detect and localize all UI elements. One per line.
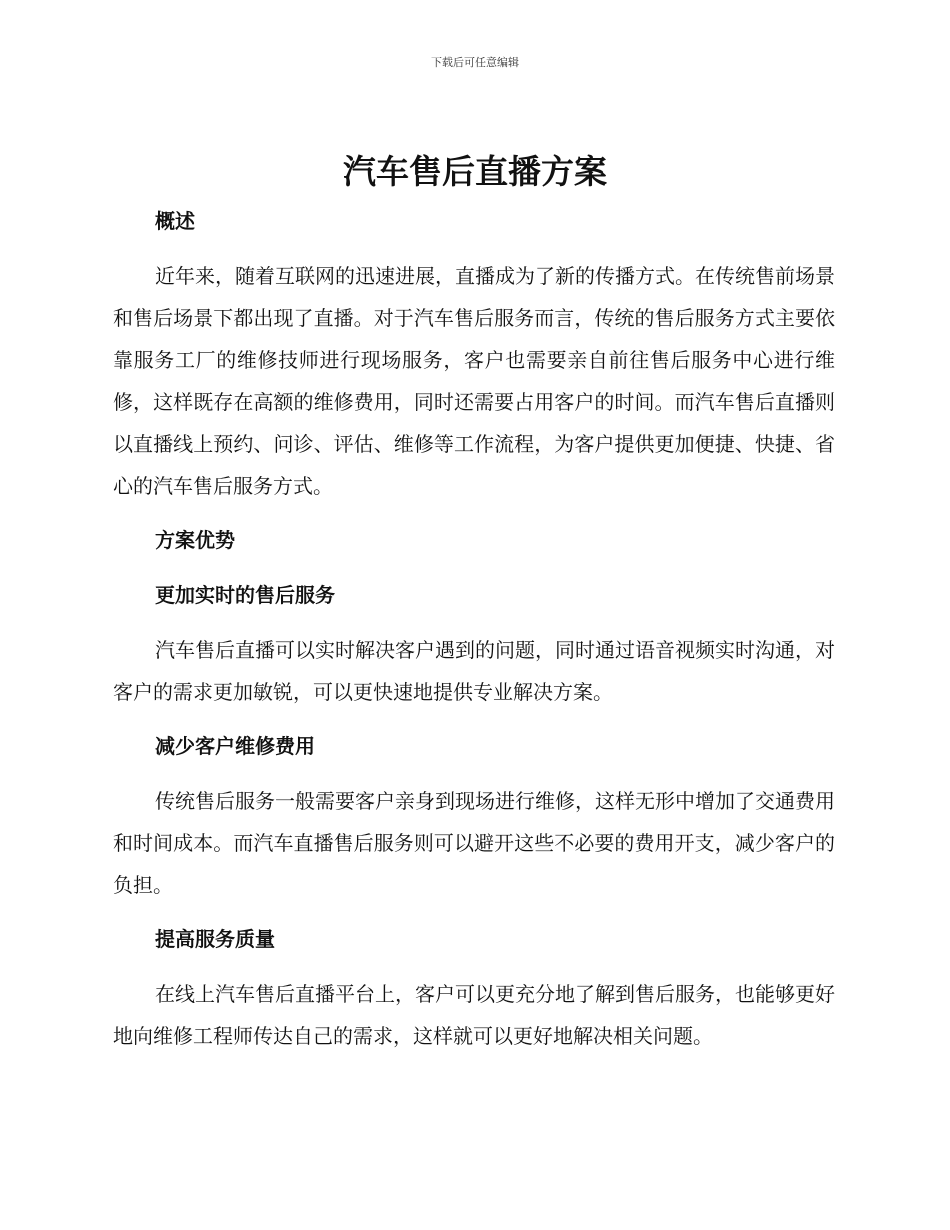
document-body — [113, 200, 835, 1057]
section-paragraph-reduce-cost: 传统售后服务一般需要客户亲身到现场进行维修，这样无形中增加了交通费用和时间成本。而汽车直播售后服务则可以避开这些不必要的费用开支，减少客户的负担。 — [113, 789, 835, 897]
section-heading-reduce-cost: 减少客户维修费用 — [155, 734, 315, 758]
section-heading-realtime: 更加实时的售后服务 — [155, 583, 335, 607]
document-title: 汽车售后直播方案 — [343, 152, 607, 191]
section-paragraph-realtime: 汽车售后直播可以实时解决客户遇到的问题，同时通过语音视频实时沟通，对客户的需求更加敏锐，可以更快速地提供专业解决方案。 — [113, 638, 835, 704]
section-heading-quality: 提高服务质量 — [155, 927, 275, 951]
header-note: 下载后可任意编辑 — [431, 56, 519, 69]
section-heading-advantages: 方案优势 — [155, 528, 235, 552]
section-paragraph-overview: 近年来，随着互联网的迅速进展，直播成为了新的传播方式。在传统售前场景和售后场景下都出现了直播。对于汽车售后服务而言，传统的售后服务方式主要依靠服务工厂的维修技师进行现场服务，客户也需要亲自前往售后服务中心进行维修，这样既存在高额的维修费用，同时还需要占用客户的时间。而汽车售后直播则以直播线上预约、问诊、评估、维修等工作流程，为客户提供更加便捷、快捷、省心的汽车售后服务方式。 — [113, 264, 835, 498]
section-paragraph-quality: 在线上汽车售后直播平台上，客户可以更充分地了解到售后服务，也能够更好地向维修工程师传达自己的需求，这样就可以更好地解决相关问题。 — [113, 982, 835, 1048]
section-heading-overview: 概述 — [155, 209, 195, 233]
